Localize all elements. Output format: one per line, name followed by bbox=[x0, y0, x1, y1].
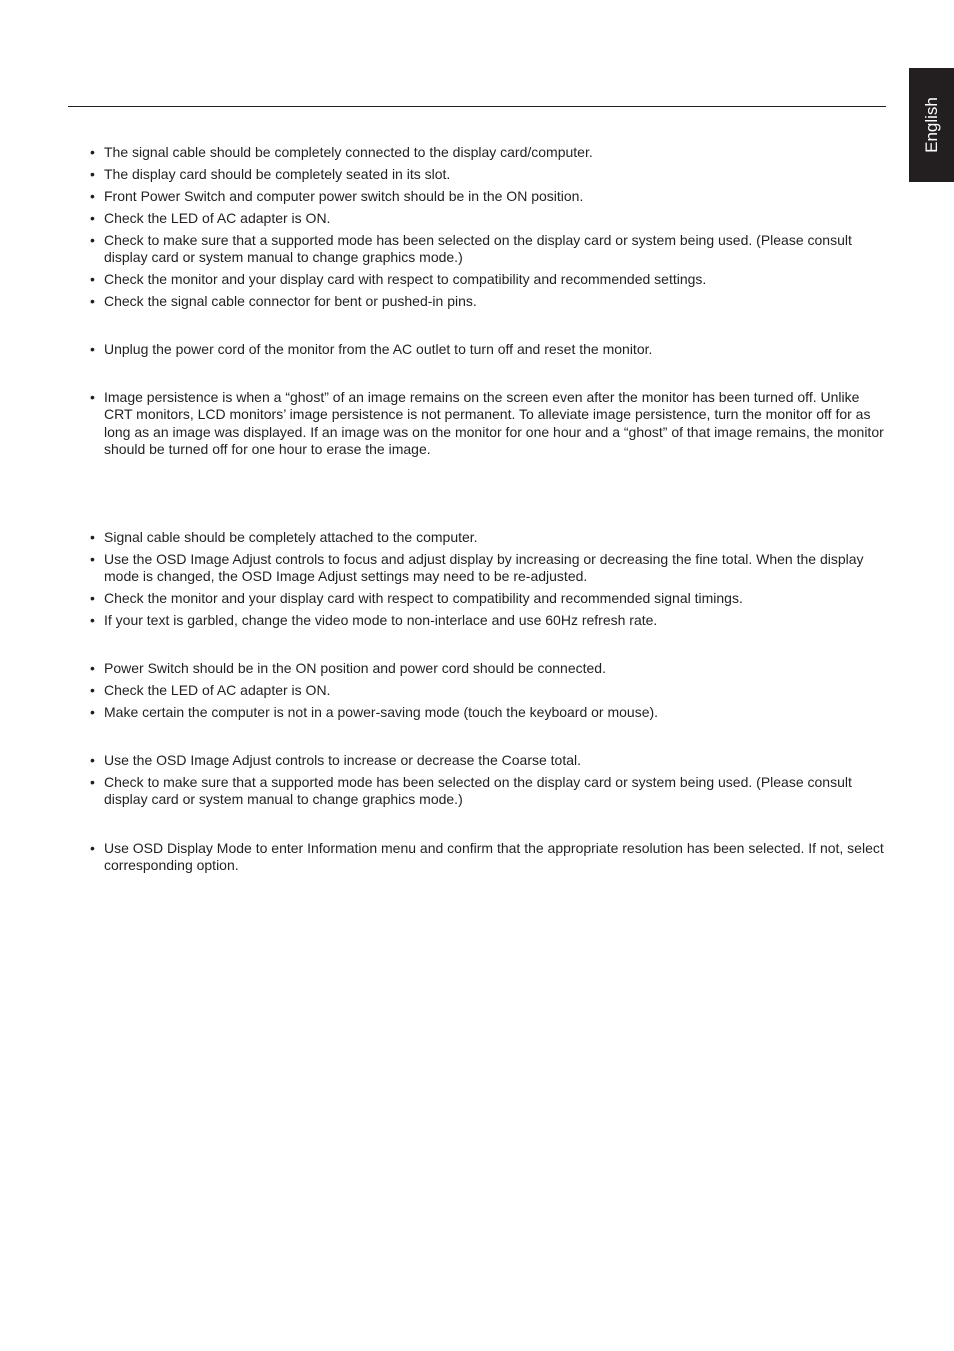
list-item: • Use the OSD Image Adjust controls to focus and adjust display by increasing or decreasing the fine total. When the display mode is changed, the OSD Image Adjust settings may need to be re-adjusted. bbox=[90, 551, 885, 586]
list-item: • Check the LED of AC adapter is ON. bbox=[90, 682, 885, 699]
list-item: • If your text is garbled, change the video mode to non-interlace and use 60Hz refresh rate. bbox=[90, 612, 885, 629]
list-item: • The signal cable should be completely connected to the display card/computer. bbox=[90, 144, 885, 161]
list-item: • Power Switch should be in the ON position and power cord should be connected. bbox=[90, 660, 885, 677]
language-tab bbox=[909, 68, 954, 182]
bullet-list bbox=[90, 529, 885, 634]
header-rule bbox=[68, 106, 886, 107]
list-item: • Unplug the power cord of the monitor from the AC outlet to turn off and reset the monitor. bbox=[90, 341, 885, 358]
list-item: • Use OSD Display Mode to enter Information menu and confirm that the appropriate resolution has been selected. If not, select corresponding option. bbox=[90, 840, 885, 875]
list-item: • Image persistence is when a “ghost” of an image remains on the screen even after the monitor has been turned off. Unlike CRT monitors, LCD monitors’ image persistence is not permanent. To alleviate image persistence, turn the monitor off for as long as an image was displayed. If an image was on the monitor for one hour and a “ghost” of that image remains, the monitor should be turned off for one hour to erase the image. bbox=[90, 389, 885, 459]
list-item: • Check to make sure that a supported mode has been selected on the display card or system being used. (Please consult display card or system manual to change graphics mode.) bbox=[90, 232, 885, 267]
bullet-list bbox=[90, 389, 885, 463]
bullet-list bbox=[90, 840, 885, 879]
list-item: • The display card should be completely seated in its slot. bbox=[90, 166, 885, 183]
bullet-list bbox=[90, 660, 885, 726]
bullet-list bbox=[90, 752, 885, 813]
list-item: • Check to make sure that a supported mode has been selected on the display card or system being used. (Please consult display card or system manual to change graphics mode.) bbox=[90, 774, 885, 809]
bullet-list bbox=[90, 341, 885, 363]
list-item: • Check the LED of AC adapter is ON. bbox=[90, 210, 885, 227]
list-item: • Use the OSD Image Adjust controls to increase or decrease the Coarse total. bbox=[90, 752, 885, 769]
list-item: • Front Power Switch and computer power switch should be in the ON position. bbox=[90, 188, 885, 205]
language-tab-label: English bbox=[921, 97, 941, 153]
list-item: • Signal cable should be completely attached to the computer. bbox=[90, 529, 885, 546]
list-item: • Check the signal cable connector for bent or pushed-in pins. bbox=[90, 293, 885, 310]
list-item: • Check the monitor and your display card with respect to compatibility and recommended settings. bbox=[90, 271, 885, 288]
list-item: • Check the monitor and your display card with respect to compatibility and recommended signal timings. bbox=[90, 590, 885, 607]
bullet-list bbox=[90, 144, 885, 315]
list-item: • Make certain the computer is not in a power-saving mode (touch the keyboard or mouse). bbox=[90, 704, 885, 721]
